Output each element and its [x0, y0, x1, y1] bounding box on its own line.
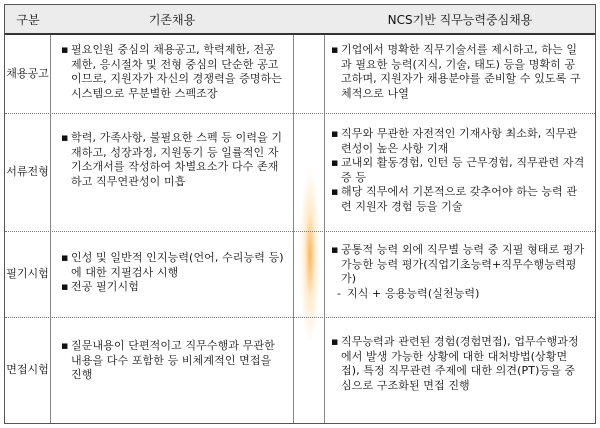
- row-new-interview: [325, 317, 595, 423]
- item-text: 기업에서 명확한 직무기술서를 제시하고, 하는 일과 필요한 능력(지식, 기술, 태도) 등을 명확히 공고하며, 지원자가 채용분야를 준비할 수 있도록 구체적으로 나열: [341, 43, 581, 100]
- row-old-recruit-notice: [51, 35, 293, 113]
- dash-icon: -: [337, 286, 342, 300]
- row-label-interview: 면접시험: [5, 317, 51, 423]
- list-item: [331, 43, 585, 101]
- table-header: [5, 5, 595, 35]
- row-new-document: [325, 113, 595, 231]
- transition-arrow-zone: [293, 35, 325, 423]
- item-text: 직무능력과 관련된 경험(경험면접), 업무수행과정에서 발생 가능한 상황에 대한 대처방법(상황면접), 특정 직무관련 주제에 대한 의견(PT)등을 중심으로 구조화된 면접 진행: [341, 335, 579, 392]
- bullet-icon: ▪: [331, 127, 339, 140]
- list-item: [331, 185, 585, 214]
- list-item: [61, 131, 285, 189]
- item-text: 전공 필기시험: [71, 280, 139, 293]
- bullet-icon: ▪: [331, 43, 339, 56]
- list-item: [331, 243, 585, 287]
- bullet-icon: ▪: [61, 339, 69, 352]
- list-item: [61, 43, 285, 101]
- header-old-cell: 기존채용: [148, 12, 196, 27]
- bullet-icon: ▪: [331, 156, 339, 169]
- header-new-cell: NCS기반 직무능력중심채용: [387, 12, 533, 27]
- bullet-icon: ▪: [331, 185, 339, 198]
- row-old-document: [51, 113, 293, 231]
- list-item: [331, 127, 585, 156]
- header-label-cell: 구분: [16, 12, 40, 27]
- item-text: 인성 및 일반적 인지능력(언어, 수리능력 등)에 대한 지필검사 시행: [71, 251, 284, 279]
- list-item: [331, 287, 585, 302]
- list-item: [61, 339, 285, 383]
- comparison-table: [4, 4, 596, 424]
- item-text: 교내외 활동경험, 인턴 등 근무경험, 직무관련 자격증 등: [341, 156, 585, 184]
- item-text: 공통적 능력 외에 직무별 능력 중 지필 형태로 평가가능한 능력 평가(직업기초능력+직무수행능력평가): [341, 243, 585, 285]
- item-text: 해당 직무에서 기본적으로 갖추어야 하는 능력 관련 지원자 경험 등을 기술: [341, 185, 578, 213]
- item-text: 지식 + 응용능력(실천능력): [347, 286, 480, 300]
- item-text: 필요인원 중심의 채용공고, 학력제한, 전공제한, 응시절차 및 전형 중심의 단순한 공고이므로, 지원자가 자신의 경쟁력을 증명하는 시스템으로 무분별한 스펙조장: [71, 43, 283, 100]
- item-text: 질문내용이 단편적이고 직무수행과 무관한 내용을 다수 포함한 등 비체계적인 면접을 진행: [71, 339, 275, 381]
- item-text: 직무와 무관한 자전적인 기재사항 최소화, 직무관련성이 높은 사항 기재: [341, 127, 578, 155]
- row-label-document: 서류전형: [5, 113, 51, 231]
- row-label-written-exam: 필기시험: [5, 231, 51, 317]
- list-item: [61, 280, 285, 295]
- bullet-icon: ▪: [331, 335, 339, 348]
- list-item: [61, 251, 285, 280]
- bullet-icon: ▪: [331, 243, 339, 256]
- list-item: [331, 335, 585, 393]
- bullet-icon: ▪: [61, 280, 69, 293]
- row-old-written-exam: [51, 231, 293, 317]
- bullet-icon: ▪: [61, 43, 69, 56]
- bullet-icon: ▪: [61, 251, 69, 264]
- row-old-interview: [51, 317, 293, 423]
- bullet-icon: ▪: [61, 131, 69, 144]
- row-new-recruit-notice: [325, 35, 595, 113]
- row-label-recruit-notice: 채용공고: [5, 35, 51, 113]
- list-item: [331, 156, 585, 185]
- row-new-written-exam: [325, 231, 595, 317]
- arrow-glow-icon: [300, 165, 320, 345]
- item-text: 학력, 가족사항, 불필요한 스펙 등 이력을 기재하고, 성장과정, 지원동기 등 일률적인 자기소개서를 작성하여 차별요소가 다수 존재하고 직무연관성이 미흡: [71, 131, 283, 188]
